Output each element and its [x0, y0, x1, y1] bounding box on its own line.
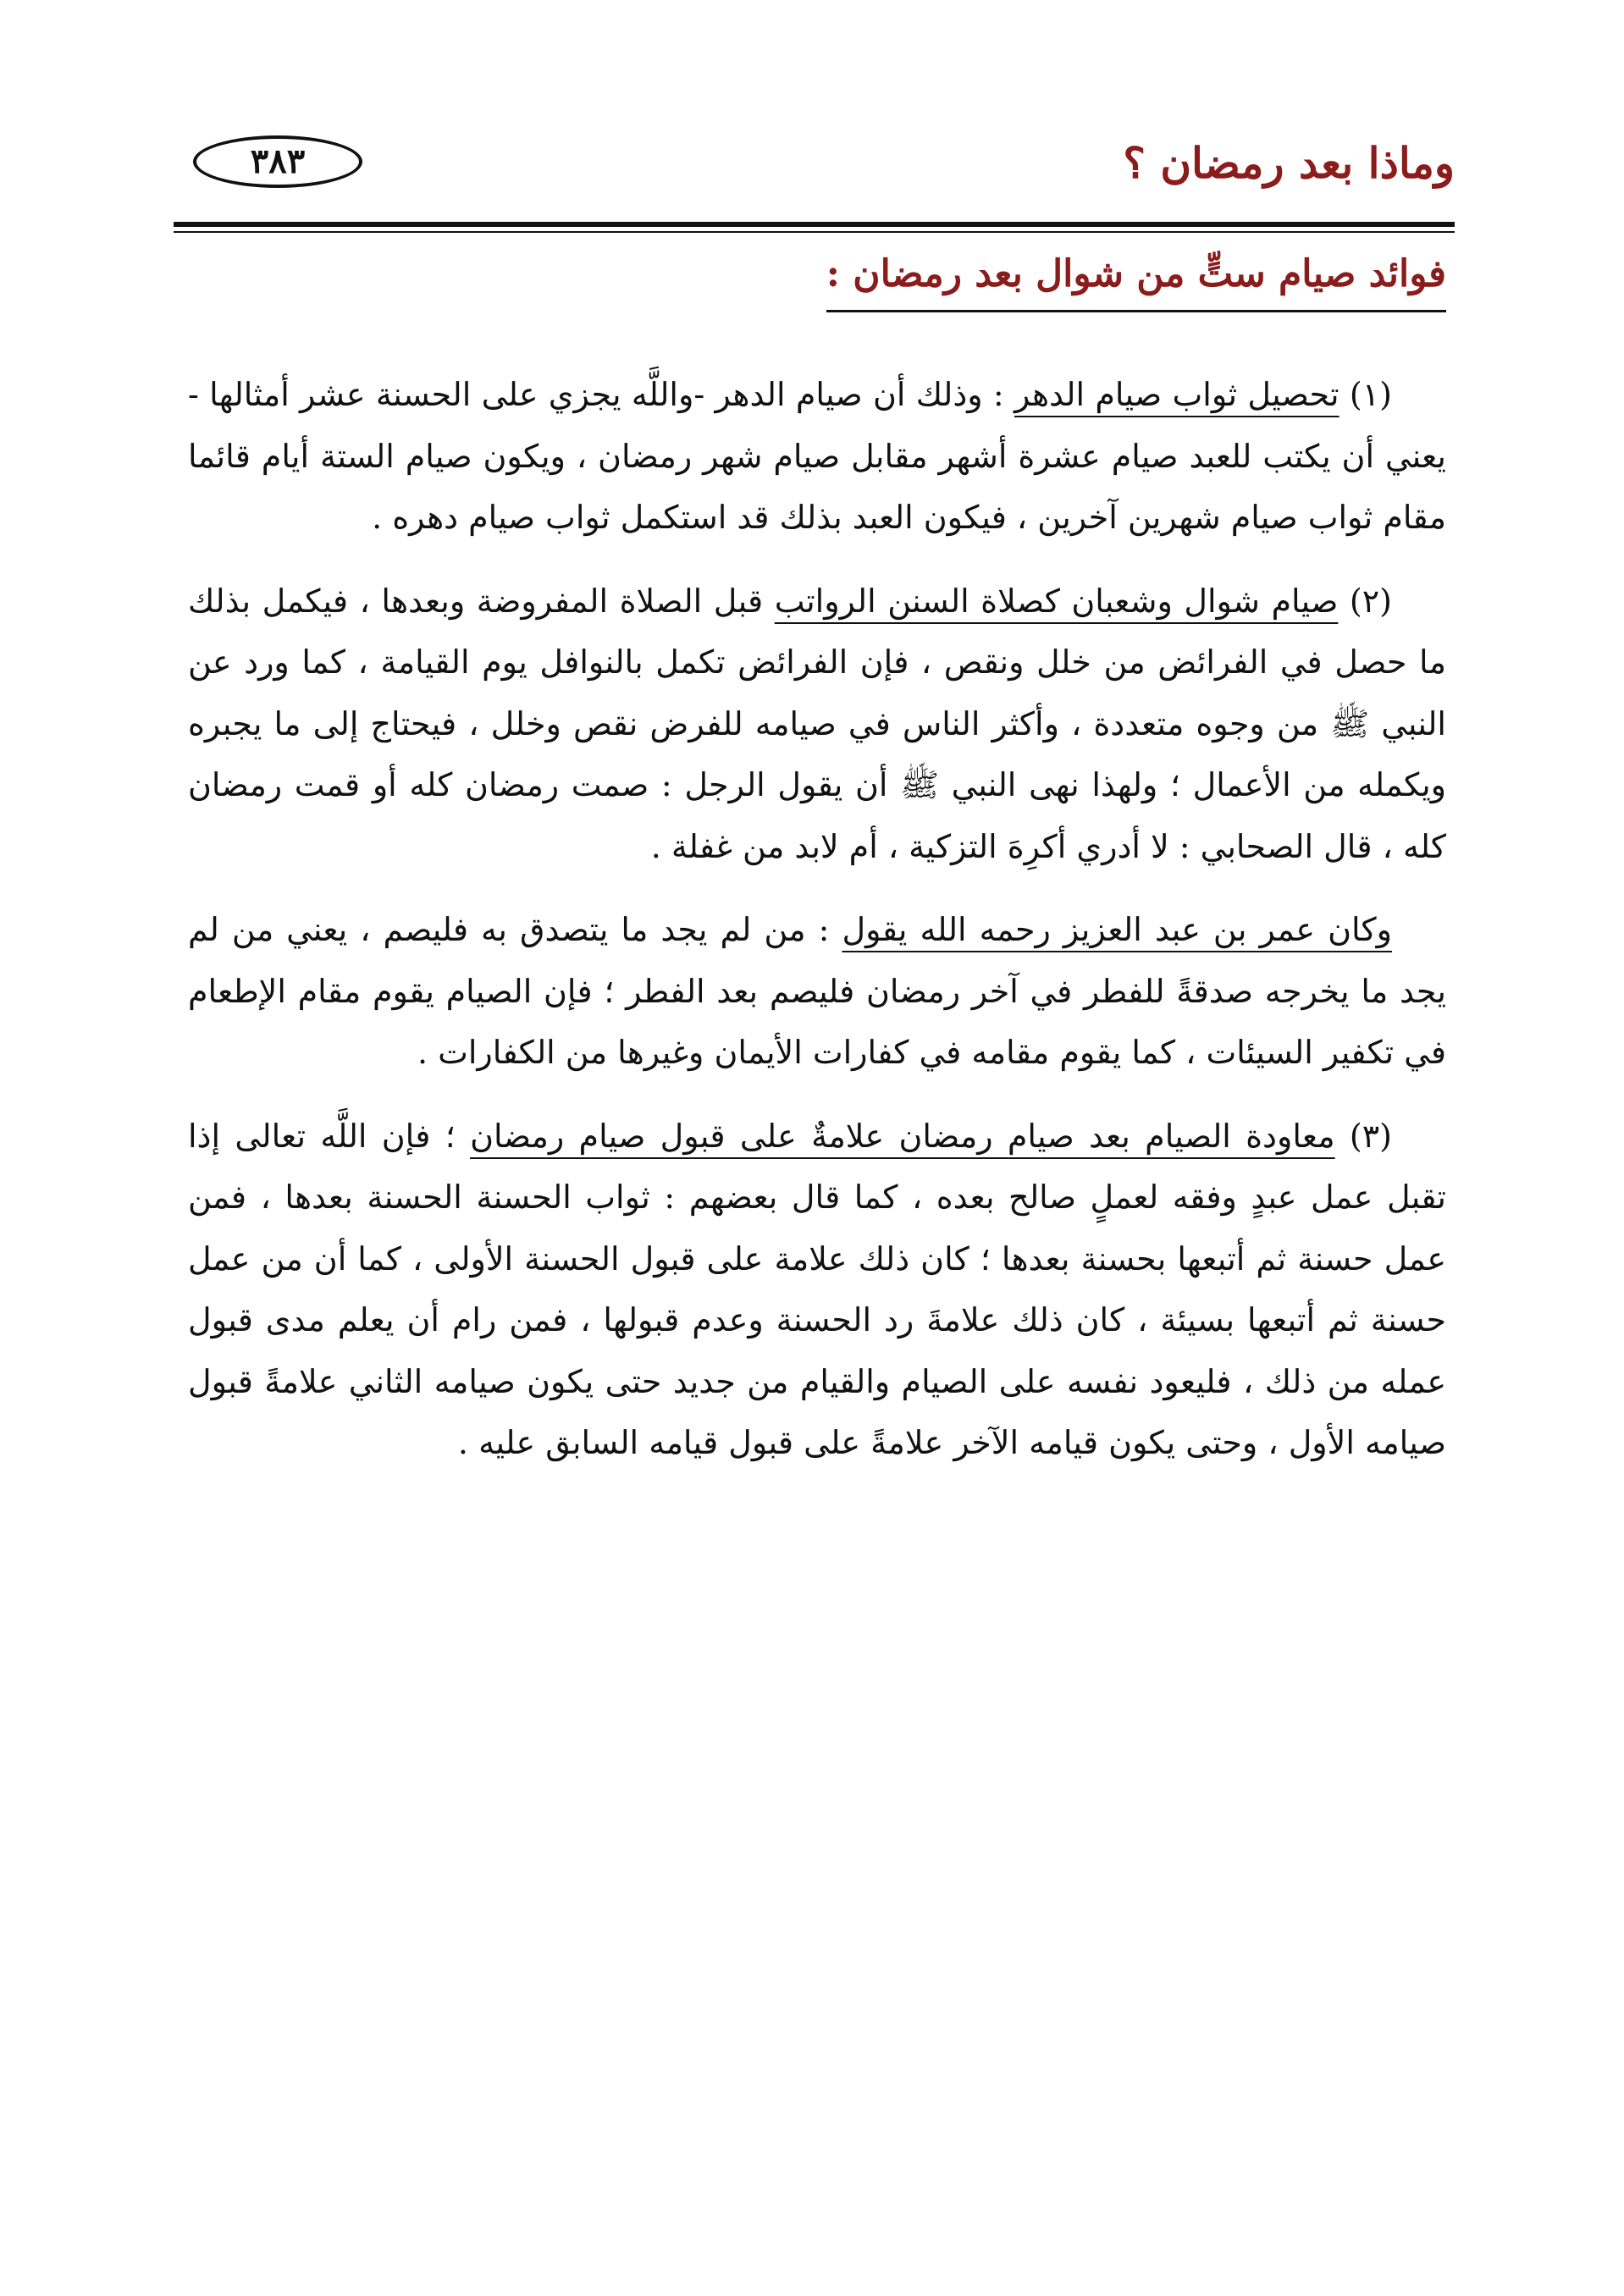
paragraph-4 — [188, 1106, 1446, 1474]
running-title: وماذا بعد رمضان ؟ — [1123, 138, 1455, 188]
paragraph-text: : من لم يجد ما يتصدق به فليصم ، يعني من لم يجد ما يخرجه صدقةً للفطر في آخر رمضان فليصم بعد الفطر ؛ فإن الصيام يقوم مقام الإطعام في تكفير السيئات ، كما يقوم مقامه في كفارات الأيمان وغيرها من الكفارات . — [188, 911, 1446, 1071]
paragraph-2 — [188, 571, 1446, 878]
paragraph-text: : وذلك أن صيام الدهر -واللَّه يجزي على الحسنة عشر أمثالها - يعني أن يكتب للعبد صيام عشرة أشهر مقابل صيام شهر رمضان ، ويكون صيام الستة أيام قائما مقام ثواب صيام شهرين آخرين ، فيكون العبد بذلك قد استكمل ثواب صيام دهره . — [188, 376, 1446, 536]
page-number: ٣٨٣ — [250, 141, 306, 181]
section-heading: فوائد صيام ستٍّ من شوال بعد رمضان : — [826, 246, 1446, 312]
paragraph-3 — [188, 899, 1446, 1084]
paragraph-number: (٣) — [1349, 1117, 1392, 1155]
paragraph-key-phrase: تحصيل ثواب صيام الدهر — [1014, 376, 1340, 413]
body-text — [188, 364, 1446, 1474]
paragraph-key-phrase: صيام شوال وشعبان كصلاة السنن الرواتب — [774, 582, 1339, 620]
paragraph-number: (١) — [1349, 376, 1392, 413]
paragraph-number: (٢) — [1349, 582, 1392, 620]
header-rule-thin — [174, 231, 1455, 233]
page-number-badge — [193, 135, 362, 188]
paragraph-key-phrase: وكان عمر بن عبد العزيز رحمه الله يقول — [842, 911, 1392, 948]
paragraph-key-phrase: معاودة الصيام بعد صيام رمضان علامةٌ على قبول صيام رمضان — [470, 1117, 1335, 1155]
paragraph-text: ؛ فإن اللَّه تعالى إذا تقبل عمل عبدٍ وفقه لعملٍ صالح بعده ، كما قال بعضهم : ثواب الحسنة الحسنة بعدها ، فمن عمل حسنة ثم أتبعها بحسنة بعدها ؛ كان ذلك علامة على قبول الحسنة الأولى ، كما أن من عمل حسنة ثم أتبعها بسيئة ، كان ذلك علامةَ رد الحسنة وعدم قبولها ، فمن رام أن يعلم مدى قبول عمله من ذلك ، فليعود نفسه على الصيام والقيام من جديد حتى يكون صيامه الثاني علامةً قبول صيامه الأول ، وحتى يكون قيامه الآخر علامةً على قبول قيامه السابق عليه . — [188, 1117, 1446, 1461]
paragraph-1 — [188, 364, 1446, 549]
header-rule-thick — [174, 222, 1455, 227]
paragraph-text: قبل الصلاة المفروضة وبعدها ، فيكمل بذلك ما حصل في الفرائض من خلل ونقص ، فإن الفرائض تكمل بالنوافل يوم القيامة ، كما ورد عن النبي ﷺ من وجوه متعددة ، وأكثر الناس في صيامه للفرض نقص وخلل ، فيحتاج إلى ما يجبره ويكمله من الأعمال ؛ ولهذا نهى النبي ﷺ أن يقول الرجل : صمت رمضان كله أو قمت رمضان كله ، قال الصحابي : لا أدري أكرِهَ التزكية ، أم لابد من غفلة . — [188, 582, 1446, 865]
